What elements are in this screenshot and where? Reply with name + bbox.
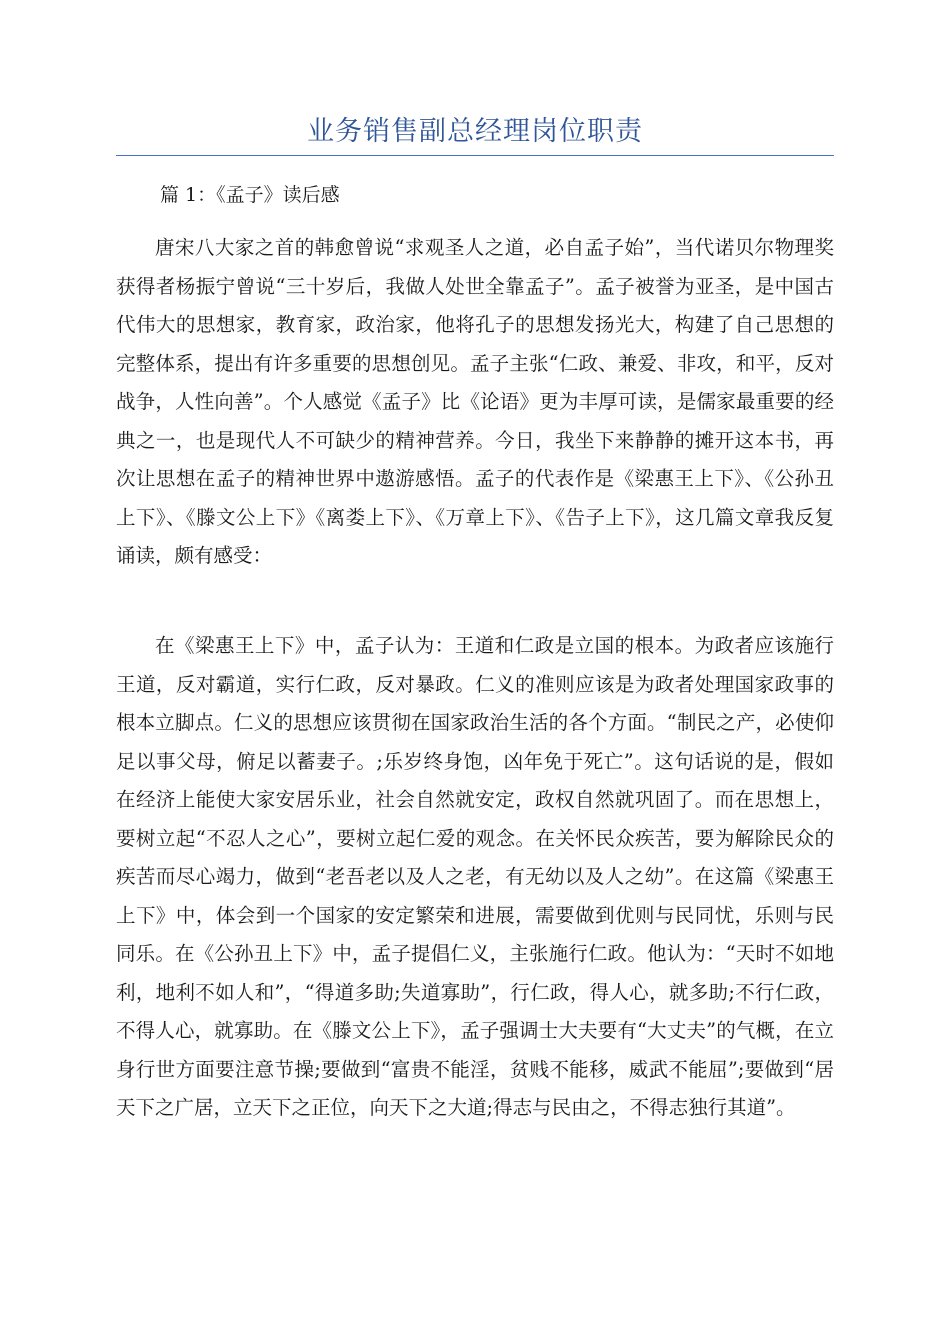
- body-paragraph: 唐宋八大家之首的韩愈曾说“求观圣人之道，必自孟子始”，当代诺贝尔物理奖获得者杨振宁曾说“三十岁后，我做人处世全靠孟子”。孟子被誉为亚圣，是中国古代伟大的思想家，教育家，政治家，他将孔子的思想发扬光大，构建了自己思想的完整体系，提出有许多重要的思想创见。孟子主张“仁政、兼爱、非攻，和平，反对战争，人性向善”。个人感觉《孟子》比《论语》更为丰厚可读，是儒家最重要的经典之一，也是现代人不可缺少的精神营养。今日，我坐下来静静的摊开这本书，再次让思想在孟子的精神世界中遨游感悟。孟子的代表作是《梁惠王上下》、《公孙丑上下》、《滕文公上下》《离娄上下》、《万章上下》、《告子上下》，这几篇文章我反复诵读，颇有感受：: [116, 236, 834, 567]
- body-paragraph: 在《梁惠王上下》中，孟子认为：王道和仁政是立国的根本。为政者应该施行王道，反对霸道，实行仁政，反对暴政。仁义的准则应该是为政者处理国家政事的根本立脚点。仁义的思想应该贯彻在国家政治生活的各个方面。“制民之产，必使仰足以事父母，俯足以蓄妻子。;乐岁终身饱，凶年免于死亡”。这句话说的是，假如在经济上能使大家安居乐业，社会自然就安定，政权自然就巩固了。而在思想上，要树立起“不忍人之心”，要树立起仁爱的观念。在关怀民众疾苦，要为解除民众的疾苦而尽心竭力，做到“老吾老以及人之老，有无幼以及人之幼”。在这篇《梁惠王上下》中，体会到一个国家的安定繁荣和进展，需要做到优则与民同忧，乐则与民同乐。在《公孙丑上下》中，孟子提倡仁义，主张施行仁政。他认为：“天时不如地利，地利不如人和”，“得道多助;失道寡助”，行仁政，得人心，就多助;不行仁政，不得人心，就寡助。在《滕文公上下》，孟子强调士大夫要有“大丈夫”的气概，在立身行世方面要注意节操;要做到“富贵不能淫，贫贱不能移，威武不能屈”;要做到“居天下之广居，立天下之正位，向天下之大道;得志与民由之，不得志独行其道”。: [116, 634, 834, 1119]
- title-underline: [116, 155, 834, 156]
- document-title: 业务销售副总经理岗位职责: [307, 116, 643, 147]
- section-heading: 篇 1：《孟子》读后感: [160, 184, 340, 206]
